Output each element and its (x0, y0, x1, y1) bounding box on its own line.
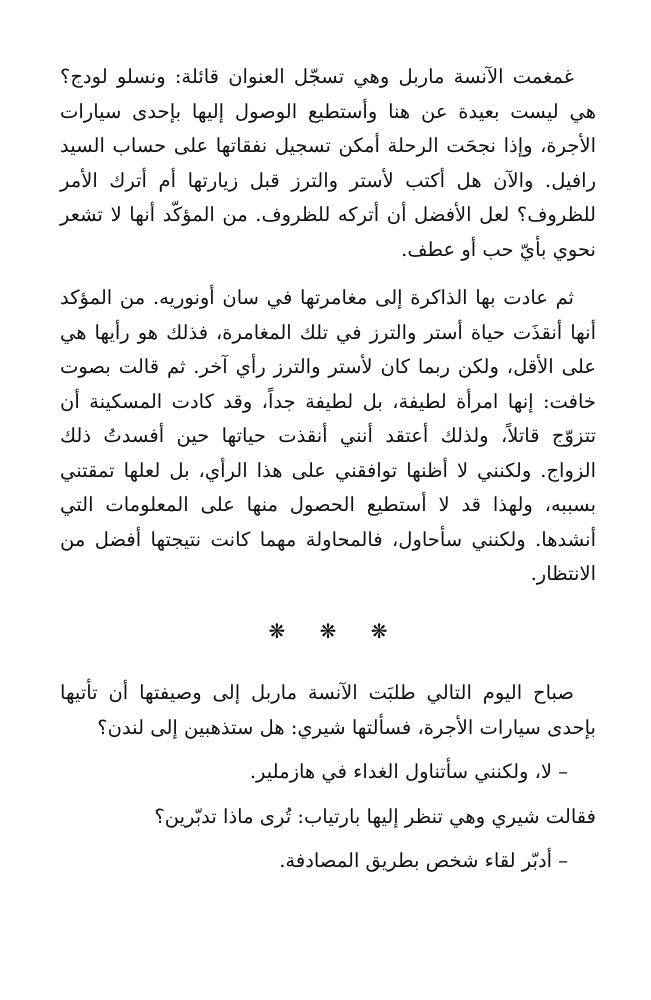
section-separator: ❋ ❋ ❋ (268, 618, 402, 643)
paragraph-1: غمغمت الآنسة ماربل وهي تسجّل العنوان قائلة: ونسلو لودج؟ هي ليست بعيدة عن هنا وأستطيع الوصول إليها بإحدى سيارات الأجرة، وإذا نجحَت الرحلة أمكن تسجيل نفقاتها على حساب السيد رافيل. والآن هل أكتب لأستر والترز قبل زيارتها أم أترك الأمر للظروف؟ لعل الأفضل أن أتركه للظروف. من المؤكّد أنها لا تشعر نحوي بأيّ حب أو عطف. (60, 65, 596, 261)
dialogue-line-2: فقالت شيري وهي تنظر إليها بارتياب: تُرى ماذا تدبّرين؟ (154, 804, 596, 828)
paragraph-3: صباح اليوم التالي طلبَت الآنسة ماربل إلى وصيفتها أن تأتيها بإحدى سيارات الأجرة، فسألتها شيري: هل ستذهبين إلى لندن؟ (60, 681, 596, 739)
paragraph-2: ثم عادت بها الذاكرة إلى مغامرتها في سان أونوريه. من المؤكد أنها أنقذَت حياة أستر والترز في تلك المغامرة، فذلك هو رأيها هي على الأقل، ولكن ربما كان لأستر والترز رأي آخر. ثم قالت بصوت خافت: إنها امرأة لطيفة، بل لطيفة جداً، وقد كادت المسكينة أن تتزوّج قاتلاً، ولذلك أعتقد أنني أنقذت حياتها حين أفسدتُ ذلك الزواج. ولكنني لا أظنها توافقني على هذا الرأي، بل لعلها تمقتني بسببه، ولهذا قد لا أستطيع الحصول منها على المعلومات التي أنشدها. ولكنني سأحاول، فالمحاولة مهما كانت نتيجتها أفضل من الانتظار. (60, 286, 596, 585)
dialogue-line-1: – لا، ولكنني سأتناول الغداء في هازملير. (249, 760, 568, 783)
dialogue-line-3: – أدبّر لقاء شخص بطريق المصادفة. (279, 849, 568, 872)
